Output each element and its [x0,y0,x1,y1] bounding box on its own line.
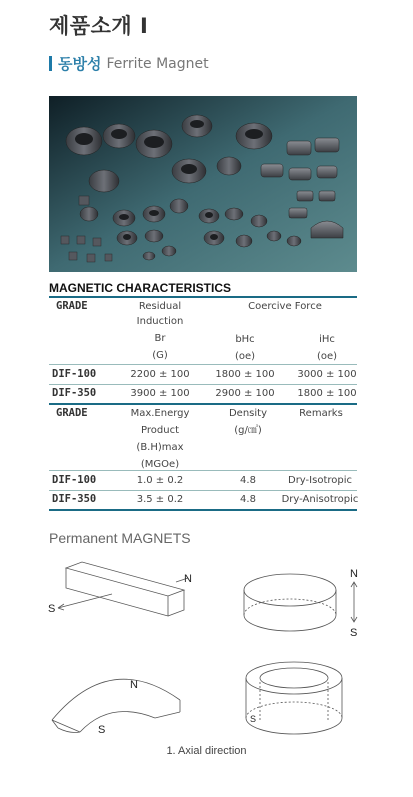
table1-row2-grade: DIF-350 [52,387,97,399]
ring-magnet-shape [246,662,342,734]
density-line-1: Density [228,408,268,419]
product-photo [49,96,357,272]
remarks-header: Remarks [299,408,343,419]
ferrite-magnets-illustration [49,96,357,272]
table1-row2-ihc: 1800 ± 100 [297,388,357,399]
table-divider [49,470,357,471]
table2-row2-remarks: Dry-Anisotropic [281,494,359,505]
table1-row1-grade: DIF-100 [52,368,97,380]
table-divider [49,490,357,491]
density-header [215,406,281,438]
energy-header [125,406,195,472]
ihc-line-2: (oe) [316,351,338,362]
bar-s-label: S [48,603,56,615]
table-bottom-rule [49,509,357,511]
bhc-line-1: bHc [235,334,255,345]
subtitle-english: Ferrite Magnet [106,55,209,72]
diagram-caption: 1. Axial direction [166,745,247,757]
table-divider [49,403,357,405]
table1-row1-br: 2200 ± 100 [130,369,190,380]
energy-line-4: (MGOe) [140,459,180,470]
table-top-rule [49,296,357,298]
table2-row1-remarks: Dry-Isotropic [288,475,352,486]
residual-line-3: Br [154,333,166,344]
arc-n-label: N [130,679,138,691]
table2-row2-density: 4.8 [240,494,256,505]
table-divider [49,364,357,365]
density-line-2: (g/㎤) [234,425,262,436]
table1-row1-bhc: 1800 ± 100 [215,369,275,380]
bhc-line-2: (oe) [234,351,256,362]
permanent-magnets-title: Permanent MAGNETS [49,530,191,546]
accent-bar [49,56,52,71]
table2-row1-energy: 1.0 ± 0.2 [136,475,184,486]
table1-grade-header: GRADE [56,300,88,312]
residual-line-2: Induction [136,316,184,327]
page-title: 제품소개 I [49,14,149,38]
energy-line-3: (B.H)max [136,442,184,453]
ring-s-label: S [250,714,257,724]
disc-n-label: N [350,568,358,580]
table1-row2-bhc: 2900 ± 100 [215,388,275,399]
bar-n-label: N [184,573,192,585]
table2-row1-density: 4.8 [240,475,256,486]
energy-line-2: Product [141,425,179,436]
subtitle-korean: 동방성 [58,55,102,73]
arc-segment-shape [52,679,180,732]
table-divider [49,384,357,385]
table2-row2-energy: 3.5 ± 0.2 [136,494,184,505]
bhc-header [215,332,275,364]
table1-row1-ihc: 3000 ± 100 [297,369,357,380]
energy-line-1: Max.Energy [130,408,190,419]
bar-magnet-shape [58,562,188,616]
disc-magnet-shape [244,574,336,631]
table1-row2-br: 3900 ± 100 [130,388,190,399]
ihc-line-1: iHc [319,334,335,345]
disc-s-label: S [350,627,358,639]
magnet-shapes-diagram [0,550,413,770]
ihc-header [298,332,356,364]
section-subtitle [49,53,209,74]
coercive-header: Coercive Force [248,301,322,312]
characteristics-title: MAGNETIC CHARACTERISTICS [49,281,231,295]
residual-line-1: Residual [138,301,182,312]
table1-residual-header [125,299,195,363]
arc-s-label: S [98,724,106,736]
table2-grade-header: GRADE [56,407,88,419]
residual-line-4: (G) [152,350,168,361]
table2-row2-grade: DIF-350 [52,493,97,505]
table2-row1-grade: DIF-100 [52,474,97,486]
